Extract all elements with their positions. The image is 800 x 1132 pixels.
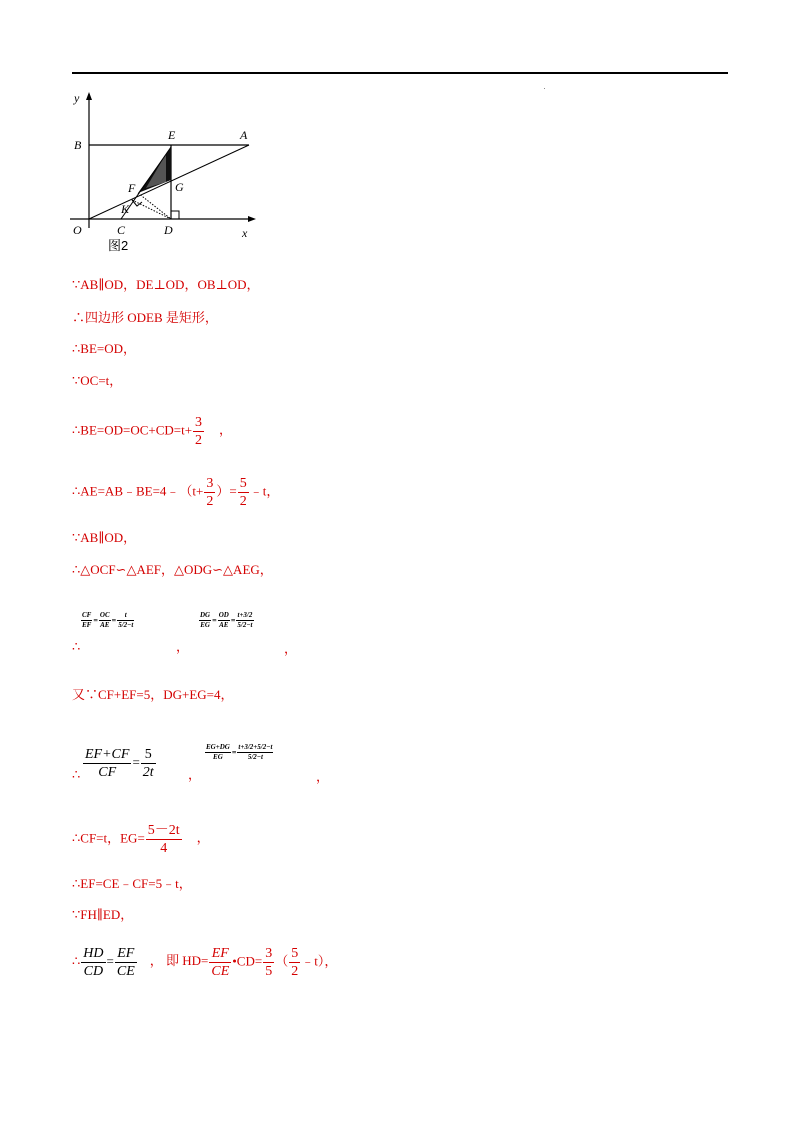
fraction-5-2: $\frac{5}{2}$ <box>239 476 247 509</box>
x-arrow <box>248 216 256 222</box>
line-12: ∴CF=t，EG= $\frac{5-2t}{4}$ ， <box>72 823 210 856</box>
line-8: ∴△OCF∽△AEF，△ODG∽△AEG， <box>72 562 273 577</box>
label-f: F <box>128 181 136 195</box>
y-arrow <box>86 92 92 100</box>
line-10: 又∵CF+EF=5，DG+EG=4， <box>72 687 234 702</box>
line-14: ∵FH∥ED， <box>72 907 134 922</box>
dotted-kd <box>132 200 171 219</box>
geometry-figure <box>66 88 266 254</box>
line-2: ∴四边形 ODEB 是矩形， <box>72 310 218 325</box>
fraction-3-2: $\frac{3}{2}$ <box>195 415 203 448</box>
equation-ef-cf: $\frac{EF+CF}{CF}$ = $\frac{5}{2t}$ <box>85 747 154 780</box>
fraction-3-2b: $\frac{3}{2}$ <box>206 476 214 509</box>
label-o: O <box>73 223 82 237</box>
label-a: A <box>240 128 248 142</box>
right-angle-d <box>171 211 179 219</box>
dotted-fd <box>138 193 171 219</box>
label-b: B <box>74 138 82 152</box>
fraction-eg: $\frac{5-2t}{4}$ <box>147 823 180 856</box>
line-5: ∴BE=OD=OC+CD=t+ $\frac{3}{2}$ ， <box>72 415 233 448</box>
label-d: D <box>164 223 173 237</box>
line-7: ∵AB∥OD， <box>72 530 137 545</box>
label-y: y <box>74 91 80 105</box>
line-15: ∴ $\frac{HD}{CD}$ = $\frac{EF}{CE}$ ， 即 HD= $\frac{EF}{CE}$ •CD= $\frac{3}{5}$ （ $\frac{5}{2}$ ﹣t）， <box>72 946 338 979</box>
line-5-text: ∴BE=OD=OC+CD=t+ <box>72 422 193 438</box>
figure-caption: 图2 <box>108 238 129 253</box>
line-6: ∴AE=AB﹣BE=4﹣（t+ $\frac{3}{2}$ ）= $\frac{5}{2}$ ﹣t， <box>72 476 280 509</box>
header-rule <box>72 72 728 74</box>
label-g: G <box>175 180 184 194</box>
line-1: ∵AB∥OD，DE⊥OD，OB⊥OD， <box>72 277 260 292</box>
label-c: C <box>117 223 126 237</box>
proportion-a: $\frac{CF}{EF}$ = $\frac{OC}{AE}$ = $\frac{t}{5/2-t}$ <box>82 610 134 629</box>
label-x: x <box>242 226 248 240</box>
line-4: ∵OC=t， <box>72 373 123 388</box>
line-3: ∴BE=OD， <box>72 341 136 356</box>
speck <box>544 88 545 89</box>
label-e: E <box>168 128 176 142</box>
equation-eg-dg: $\frac{EG+DG}{EG}$ = $\frac{t+3/2+5/2-t}{5/2-t}$ <box>206 742 273 761</box>
proportion-b: $\frac{DG}{EG}$ = $\frac{OD}{AE}$ = $\frac{t+3/2}{5/2-t}$ <box>200 610 253 629</box>
line-13: ∴EF=CE﹣CF=5﹣t， <box>72 876 192 891</box>
label-k: K <box>121 202 130 216</box>
